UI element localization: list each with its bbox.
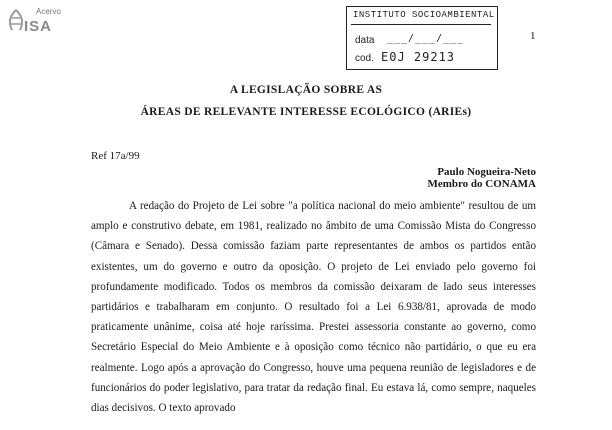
archive-stamp — [346, 6, 498, 70]
logo-top-text: Acervo — [36, 7, 61, 16]
author-name: Paulo Nogueira-Neto — [437, 166, 536, 178]
body-paragraph: A redação do Projeto de Lei sobre "a política nacional do meio ambiente" resultou de um amplo e construtivo debate, em 1981, realizado no âmbito de uma Comissão Mista do Congresso (Câmara e Senado). Dessa comissão faziam parte representantes de ambos os partidos então existentes, um do governo e outro da oposição. O projeto de Lei enviado pelo governo foi profundamente modificado. Todos os membros da comissão deixaram de lado seus interesses partidários e trabalharam em conjunto. O resultado foi a Lei 6.938/81, aprovada de modo praticamente unânime, coisa até hoje raríssima. Prestei assessoria constante ao governo, como Secretário Especial do Meio Ambiente e à oposição como técnico não partidário, o que eu era realmente. Logo após a aprovação do Congresso, houve uma pequena reunião de legisladores e de funcionários do poder legislativo, para tratar da redação final. Eu estava lá, como sempre, naqueles dias decisivos. O texto aprovado — [91, 200, 536, 415]
acervo-isa-logo — [6, 6, 62, 38]
body-text — [91, 196, 536, 418]
logo-main-text: ISA — [24, 18, 53, 35]
stamp-cod-label: cod. — [355, 53, 374, 64]
reference-code: Ref 17a/99 — [91, 150, 140, 162]
stamp-data-value: ___/___/___ — [387, 33, 465, 44]
stamp-title: INSTITUTO SOCIOAMBIENTAL — [353, 10, 495, 20]
document-title-line1: A LEGISLAÇÃO SOBRE AS — [229, 84, 383, 96]
author-role: Membro do CONAMA — [427, 178, 536, 190]
stamp-cod-value: E0J 29213 — [381, 50, 456, 64]
stamp-divider — [351, 24, 491, 25]
document-title-line2: ÁREAS DE RELEVANTE INTERESSE ECOLÓGICO (ARIEs) — [140, 106, 472, 118]
logo-mark-icon — [6, 8, 26, 34]
stamp-data-label: data — [355, 35, 375, 46]
page-number: 1 — [530, 30, 536, 42]
